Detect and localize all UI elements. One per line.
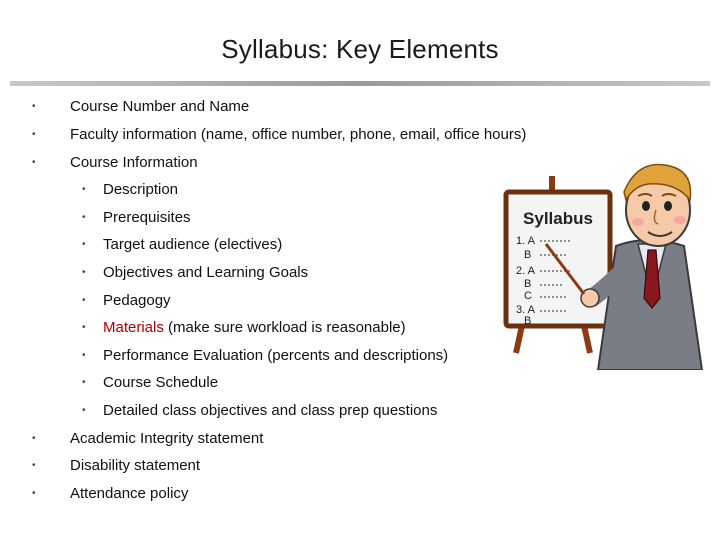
bullet: • (32, 157, 36, 168)
bullet: • (82, 239, 86, 250)
teacher-syllabus-illustration (488, 148, 710, 370)
bullet: • (82, 350, 86, 361)
sub-list-item: Course Schedule (103, 374, 219, 391)
bullet: • (32, 488, 36, 499)
title-underline (10, 81, 710, 86)
board-heading: Syllabus (523, 209, 593, 228)
list-item: Course Information (70, 154, 198, 171)
bullet: • (82, 184, 86, 195)
board-line: 2. A (516, 265, 535, 277)
board-line: B (524, 315, 532, 327)
sub-list-item: Target audience (electives) (103, 236, 283, 253)
bullet: • (82, 267, 86, 278)
board-line: 1. A (516, 235, 535, 247)
sub-list-item: Pedagogy (103, 292, 171, 309)
board-line: B (524, 249, 532, 261)
sub-list-item: Performance Evaluation (percents and descriptions) (103, 347, 449, 364)
sub-list-item: Detailed class objectives and class prep questions (103, 402, 438, 419)
bullet: • (32, 433, 36, 444)
bullet: • (82, 405, 86, 416)
board-line: B (524, 278, 532, 290)
bullet: • (32, 101, 36, 112)
bullet: • (82, 212, 86, 223)
list-item: Disability statement (70, 457, 201, 474)
list-item: Course Number and Name (70, 98, 250, 115)
sub-list-item-text: (make sure workload is reasonable) (163, 319, 406, 336)
bullet: • (32, 460, 36, 471)
sub-list-item: Objectives and Learning Goals (103, 264, 309, 281)
list-item: Attendance policy (70, 485, 189, 502)
sub-list-item (103, 319, 406, 336)
bullet: • (82, 295, 86, 306)
list-item: Academic Integrity statement (70, 430, 264, 447)
bullet: • (82, 377, 86, 388)
board-line: C (524, 290, 532, 302)
bullet: • (82, 322, 86, 333)
bullet: • (32, 129, 36, 140)
highlighted-term: Materials (103, 319, 164, 336)
sub-list-item: Description (103, 181, 179, 198)
sub-list-item: Prerequisites (103, 209, 191, 226)
slide-title: Syllabus: Key Elements (221, 34, 499, 64)
list-item: Faculty information (name, office number, phone, email, office hours) (70, 126, 527, 143)
board-line: 3. A (516, 304, 535, 316)
